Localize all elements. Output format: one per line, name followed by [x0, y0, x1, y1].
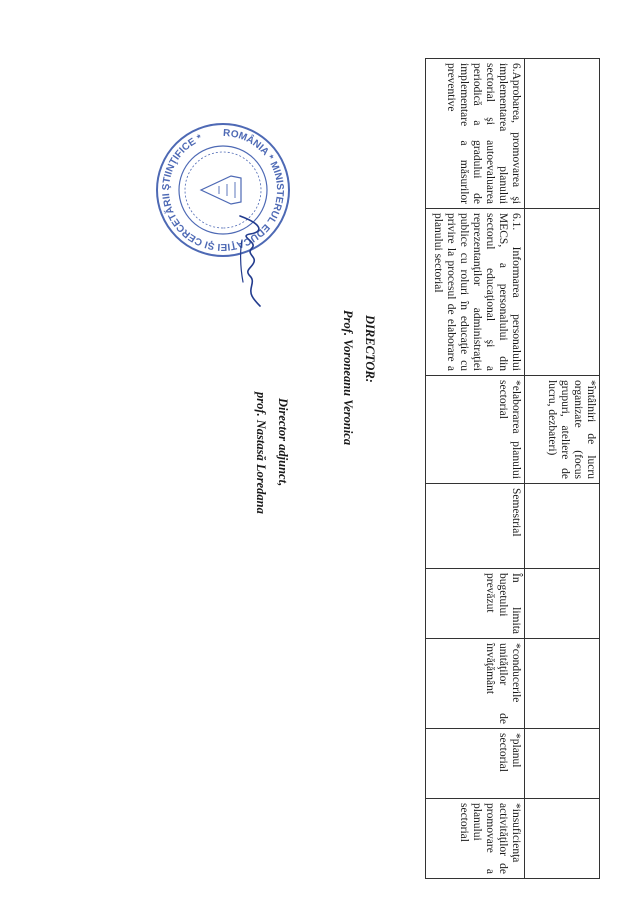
- handwritten-signature: [230, 210, 270, 310]
- table-cell-responsible: *conducerile unităţilor de învăţământ: [426, 639, 525, 729]
- table-cell-term: Semestrial: [426, 484, 525, 569]
- table-cell-resources: În limita bugetului prevăzut: [426, 569, 525, 639]
- table-row: [426, 59, 525, 879]
- adjunct-name: prof. Nastasă Loredana: [254, 392, 268, 514]
- table-cell-source: *planul sectorial: [426, 729, 525, 799]
- table-cell-action: 6.1. Informarea personalului MECS, a personalului din sectorul educaţional şi a reprezentanţilor administraţiei publice cu roluri în educaţie cu privire la procesul de elaborare a planului sectorial: [426, 209, 525, 376]
- stamp-text: ROMÂNIA * MINISTERUL EDUCAŢIEI ŞI CERCETĂRII ŞTIINŢIFICE *: [160, 127, 286, 253]
- table-cell-objective: 6.Aprobarea, promovarea şi implementarea planului sectorial şi autoevaluarea periodică a gradului de implementare a măsurilor preventive: [426, 59, 525, 209]
- table-cell: [525, 59, 600, 209]
- table-cell: [525, 484, 600, 569]
- table-cell-risk: *insuficienţa activităţilor de promovare a planului sectorial: [426, 799, 525, 879]
- table-cell: *întâlniri de lucru organizate (focus grupuri, ateliere de lucru, dezbateri): [525, 376, 600, 484]
- table-cell: [525, 639, 600, 729]
- plan-table: [425, 58, 600, 879]
- table-row: [525, 59, 600, 879]
- table-cell: [525, 729, 600, 799]
- table-cell: [525, 569, 600, 639]
- table-cell: [525, 799, 600, 879]
- director-title: DIRECTOR:: [363, 315, 377, 383]
- table-cell: [525, 209, 600, 376]
- adjunct-title: Director adjunct,: [276, 398, 290, 487]
- table-cell-indicator: *elaborarea planului sectorial: [426, 376, 525, 484]
- director-name: Prof. Voroneanu Veronica: [341, 310, 355, 446]
- official-stamp: [153, 120, 293, 260]
